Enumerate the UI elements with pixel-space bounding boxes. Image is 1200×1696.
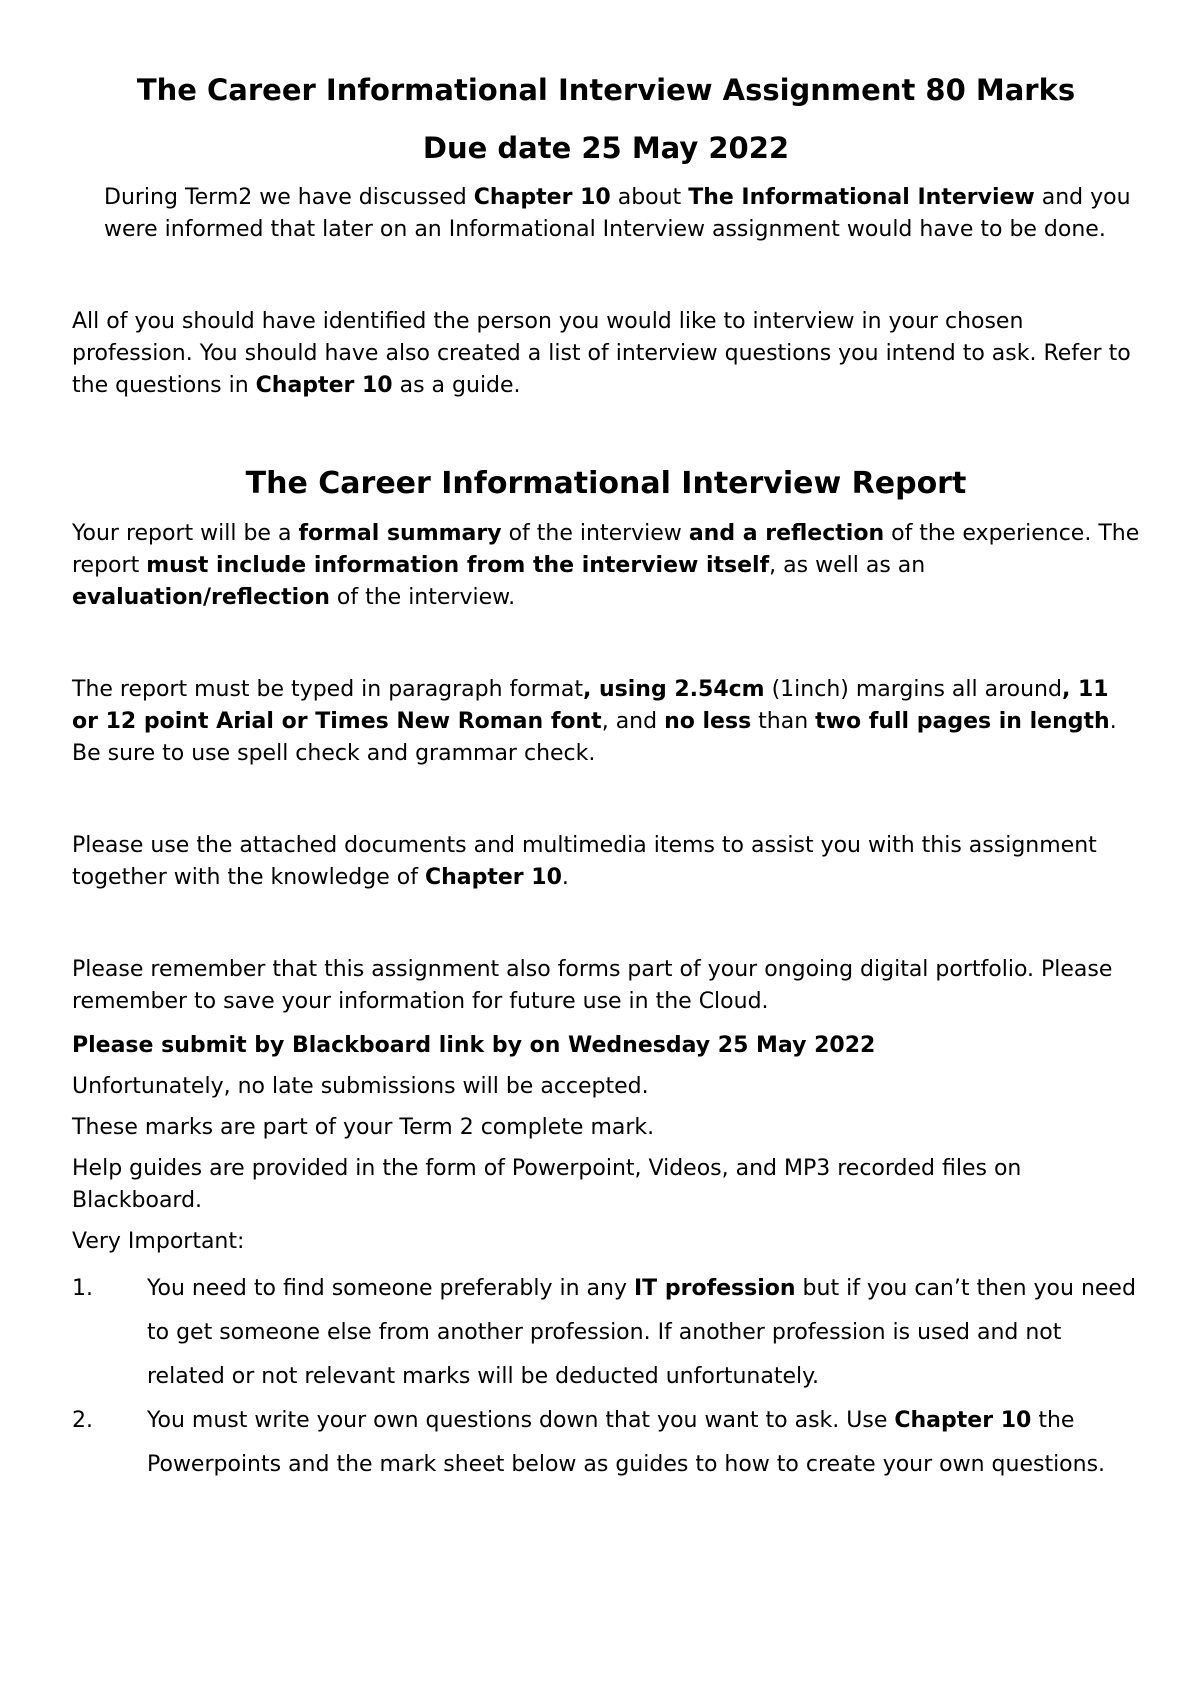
document-title: The Career Informational Interview Assignment 80 Marks — [136, 73, 1076, 107]
intro-bold-2: The Informational Interview — [688, 185, 1035, 210]
report-summary-text-4: , as well as an — [769, 553, 926, 578]
intro-text-3: and you were informed that later on an Informational Interview assignment would have to be done. — [104, 185, 1131, 242]
formatting-bold-3: no less — [664, 709, 752, 734]
report-summary-text-1: Your report will be a — [72, 521, 299, 546]
intro-bold-1: Chapter 10 — [473, 185, 611, 210]
intro-text-1: During Term2 we have discussed — [104, 185, 474, 210]
formatting-text-2: (1inch) margins all around — [764, 677, 1062, 702]
intro-paragraph — [72, 182, 1140, 246]
formatting-bold-2: , 11 or 12 point Arial or Times New Roman font — [72, 677, 1109, 734]
intro-text-2: about — [610, 185, 689, 210]
formatting-text-3: , and — [601, 709, 665, 734]
formatting-paragraph — [72, 674, 1140, 770]
report-summary-text-3: of the experience. The report — [72, 521, 1140, 578]
list-item-text-2: the Powerpoints and the mark sheet below as guides to how to create your own questions. — [147, 1408, 1106, 1477]
report-summary-bold-1: formal summary — [298, 521, 502, 546]
formatting-bold-1: , using 2.54cm — [582, 677, 765, 702]
no-late-notice: Unfortunately, no late submissions will be accepted. — [72, 1074, 649, 1099]
help-guides-paragraph: Help guides are provided in the form of Powerpoint, Videos, and MP3 recorded files on Blackboard. — [72, 1156, 1022, 1213]
list-item-bold: IT profession — [634, 1276, 796, 1301]
report-summary-paragraph — [72, 518, 1140, 614]
identify-bold-1: Chapter 10 — [255, 373, 393, 398]
report-summary-bold-2: and a reflection — [688, 521, 885, 546]
list-item — [72, 1399, 1140, 1487]
list-item-bold: Chapter 10 — [894, 1408, 1032, 1433]
marks-note: These marks are part of your Term 2 complete mark. — [72, 1115, 655, 1140]
identify-text-2: as a guide. — [392, 373, 521, 398]
report-heading: The Career Informational Interview Report — [245, 466, 967, 501]
submit-instruction — [72, 1030, 1140, 1062]
list-item-number: 1. — [72, 1276, 93, 1301]
list-item-text-2: but if you can’t then you need to get someone else from another profession. If another profession is used and not related or not relevant marks will be deducted unfortunately. — [147, 1276, 1136, 1389]
report-summary-text-5: of the interview. — [329, 585, 516, 610]
identify-text-1: All of you should have identified the person you would like to interview in your chosen profession. You should have also created a list of interview questions you intend to ask. Refer to the questions in — [72, 309, 1131, 398]
list-item-text-1: You must write your own questions down that you want to ask. Use — [147, 1408, 895, 1433]
formatting-text-1: The report must be typed in paragraph format — [72, 677, 583, 702]
formatting-text-4: than — [751, 709, 816, 734]
identify-paragraph — [72, 306, 1140, 402]
portfolio-paragraph: Please remember that this assignment also forms part of your ongoing digital portfolio. Please remember to save your information for future use in the Cloud. — [72, 957, 1113, 1014]
document-page — [72, 70, 1140, 1487]
report-summary-bold-4: evaluation/reflection — [72, 585, 330, 610]
report-summary-bold-3: must include information from the interview itself — [146, 553, 770, 578]
attachments-paragraph — [72, 830, 1140, 894]
due-date-heading: Due date 25 May 2022 — [422, 131, 790, 165]
list-item-text-1: You need to find someone preferably in any — [147, 1276, 634, 1301]
very-important-label: Very Important: — [72, 1229, 245, 1254]
list-item-number: 2. — [72, 1408, 93, 1433]
attachments-text-1: Please use the attached documents and multimedia items to assist you with this assignment together with the knowledge of — [72, 833, 1097, 890]
submit-instruction-bold: Please submit by Blackboard link by on Wednesday 25 May 2022 — [72, 1033, 876, 1058]
report-summary-text-2: of the interview — [501, 521, 689, 546]
formatting-text-5: . Be sure to use spell check and grammar check. — [72, 709, 1117, 766]
attachments-text-2: . — [561, 865, 569, 890]
requirements-list — [72, 1267, 1140, 1487]
formatting-bold-4: two full pages in length — [815, 709, 1110, 734]
list-item — [72, 1267, 1140, 1399]
attachments-bold-1: Chapter 10 — [424, 865, 562, 890]
